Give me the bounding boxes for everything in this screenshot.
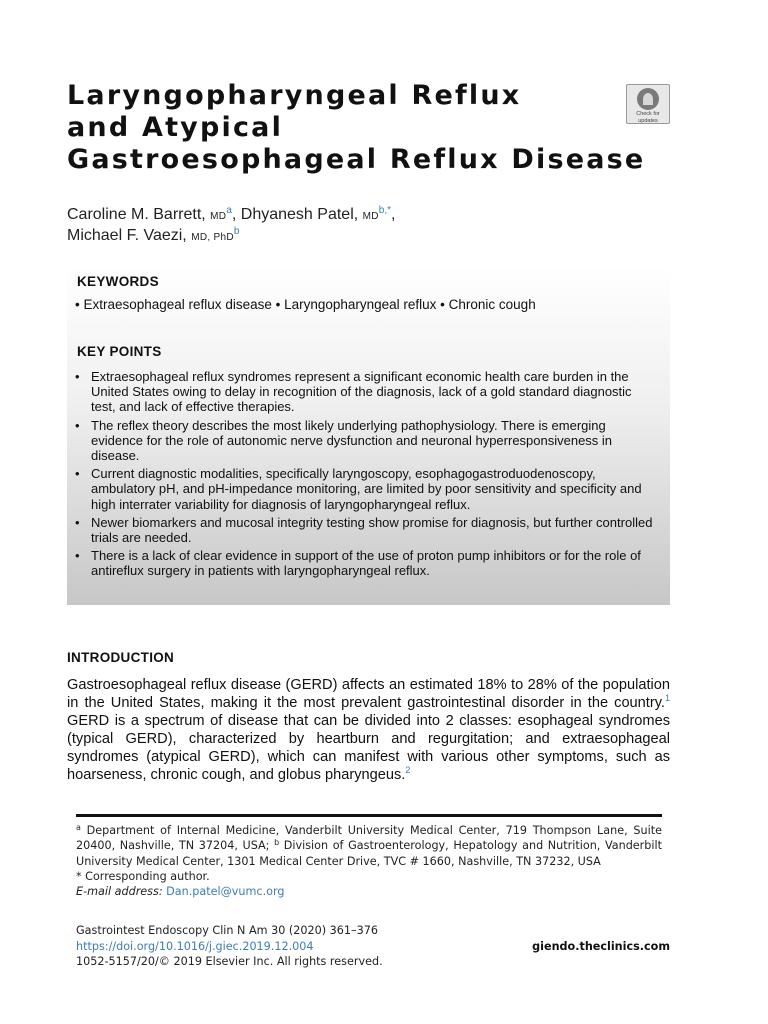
introduction-heading: INTRODUCTION [67, 650, 175, 665]
author-2-name: Dhyanesh Patel, [240, 206, 359, 223]
check-for-updates-icon [637, 88, 659, 110]
key-point-item: • Extraesophageal reflux syndromes represent a significant economic health care burden in the United States owing to delay in recognition of the diagnosis, lack of a gold standard diagnostic test, and lack of effective therapies. [75, 369, 658, 415]
affiliation-b-mark: b [274, 838, 280, 848]
author-3-name: Michael F. Vaezi, [67, 227, 187, 244]
affiliations [76, 823, 662, 869]
email-line [76, 884, 662, 899]
keywords-list: • Extraesophageal reflux disease • Laryngopharyngeal reflux • Chronic cough [75, 297, 536, 312]
keywords-heading: KEYWORDS [77, 274, 159, 289]
affiliation-a: Department of Internal Medicine, Vanderbilt University Medical Center, 719 Thompson Lane, Suite 20400, Nashville, TN 37204, USA; [76, 824, 662, 853]
author-3-affiliation-mark[interactable]: b [233, 226, 240, 237]
author-2-affiliation-mark[interactable]: b,* [378, 205, 392, 216]
copyright-line: 1052-5157/20/© 2019 Elsevier Inc. All rights reserved. [76, 955, 383, 968]
author-separator: , [391, 206, 396, 223]
title-line-1: Laryngopharyngeal Reflux [67, 80, 522, 111]
affiliation-a-mark: a [76, 823, 81, 832]
introduction-paragraph [67, 676, 670, 785]
affiliation-b: Division of Gastroenterology, Hepatology and Nutrition, Vanderbilt University Medical Center, 1301 Medical Center Drive, TVC # 1660, Nashville, TN 37232, USA [76, 839, 662, 868]
title-line-3: Gastroesophageal Reflux Disease [67, 144, 646, 175]
journal-website-link[interactable]: giendo.theclinics.com [532, 939, 670, 953]
author-list [67, 205, 667, 247]
introduction-text-2: GERD is a spectrum of disease that can be divided into 2 classes: esophageal syndromes (typical GERD), characterized by heartburn and regurgitation; and extraesophageal syndromes (atypical GERD), which can manifest with various other symptoms, such as hoarseness, chronic cough, and globus pharyngeus. [67, 713, 670, 784]
key-points-heading: KEY POINTS [77, 344, 162, 359]
reference-link-2[interactable]: 2 [405, 765, 411, 776]
reference-link-1[interactable]: 1 [664, 693, 670, 704]
journal-citation: Gastrointest Endoscopy Clin N Am 30 (2020) 361–376 [76, 924, 378, 937]
author-1-name: Caroline M. Barrett, [67, 206, 206, 223]
journal-info [76, 923, 670, 970]
title-line-2: and Atypical [67, 112, 284, 143]
author-2-degree: MD [362, 211, 379, 222]
key-point-item: • There is a lack of clear evidence in support of the use of proton pump inhibitors or for the role of antireflux surgery in patients with laryngopharyngeal reflux. [75, 548, 658, 578]
check-for-updates-button[interactable] [626, 84, 670, 124]
key-point-item: • Newer biomarkers and mucosal integrity testing show promise for diagnosis, but further controlled trials are needed. [75, 515, 658, 545]
key-point-item: • Current diagnostic modalities, specifically laryngoscopy, esophagogastroduodenoscopy, ambulatory pH, and pH-impedance monitoring, are limited by poor sensitivity and specificity and high interrater variability for diagnosis of laryngopharyngeal reflux. [75, 466, 658, 512]
key-point-item: • The reflex theory describes the most likely underlying pathophysiology. There is emerging evidence for the role of autonomic nerve dysfunction and neuronal hyperresponsiveness in disease. [75, 418, 658, 464]
keywords-key-points-box [67, 265, 670, 605]
corresponding-author-note: * Corresponding author. [76, 869, 210, 883]
author-1-degree: MD [210, 211, 227, 222]
article-title [67, 80, 687, 176]
email-link[interactable]: Dan.patel@vumc.org [166, 885, 285, 899]
email-label: E-mail address: [76, 885, 163, 899]
author-1-affiliation-mark[interactable]: a [226, 205, 232, 216]
author-3-degree: MD, PhD [191, 232, 234, 243]
author-separator: , [231, 206, 241, 223]
check-badge-line-2: updates [638, 118, 658, 124]
introduction-text-1: Gastroesophageal reflux disease (GERD) affects an estimated 18% to 28% of the population in the United States, making it the most prevalent gastrointestinal disorder in the country. [67, 677, 670, 712]
footnote-divider [76, 814, 662, 817]
doi-link[interactable]: https://doi.org/10.1016/j.giec.2019.12.004 [76, 939, 314, 953]
key-points-list [75, 369, 658, 582]
footnotes [76, 823, 662, 899]
check-badge-line-1: Check for [636, 111, 660, 117]
